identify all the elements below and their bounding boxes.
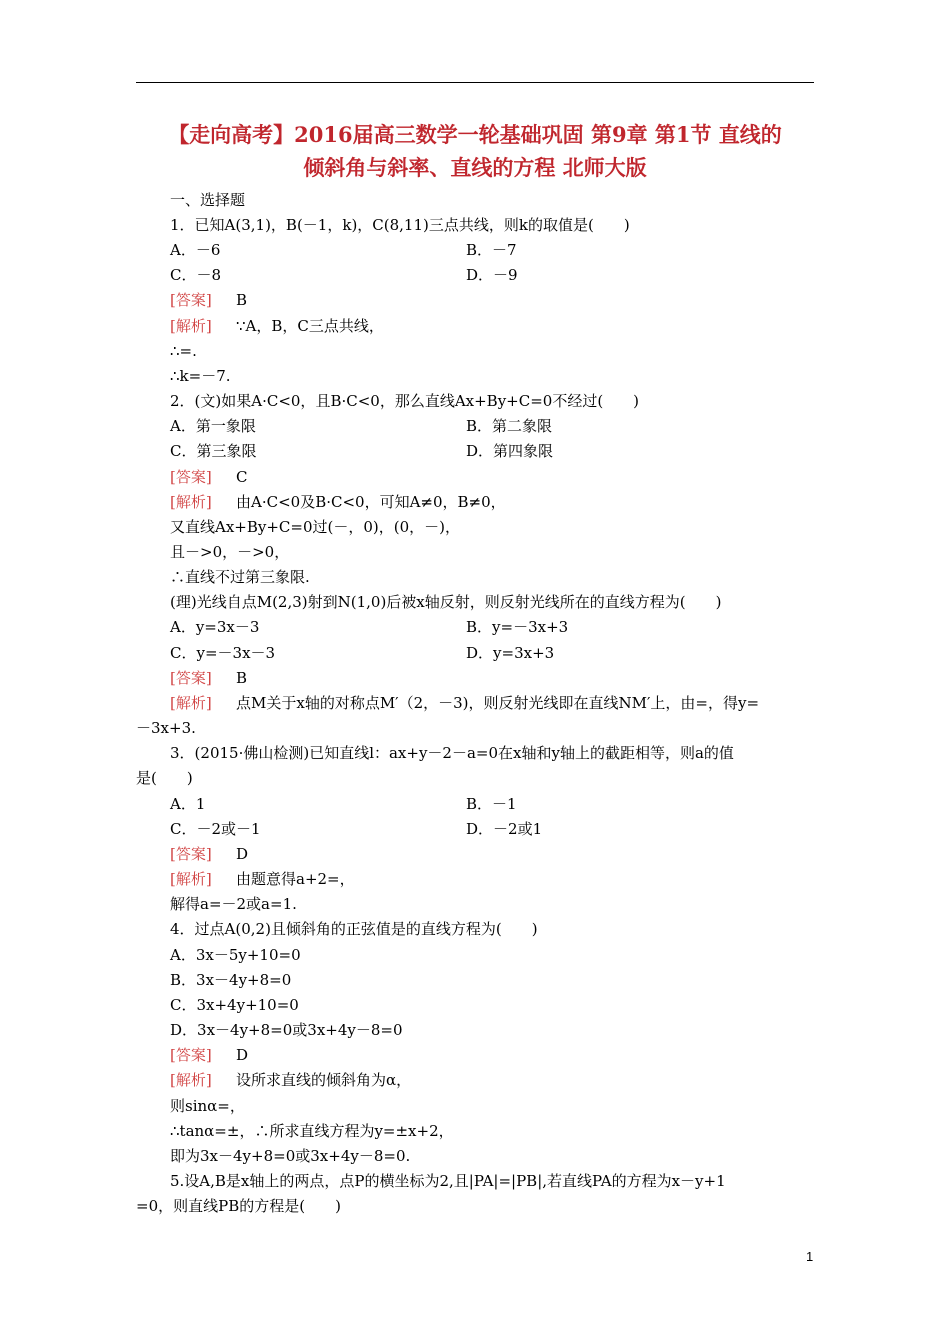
section-heading: 一、选择题 bbox=[170, 191, 246, 209]
analysis-tag: [解析] bbox=[170, 493, 212, 511]
option-c: C．3x+4y+10=0 bbox=[170, 996, 299, 1014]
option-d: D．－9 bbox=[466, 266, 518, 284]
analysis-tag: [解析] bbox=[170, 317, 212, 335]
answer-value: C bbox=[236, 468, 248, 486]
question-3: 3．(2015·佛山检测)已知直线l：ax+y－2－a=0在x轴和y轴上的截距相等，则a的值 bbox=[170, 744, 734, 762]
analysis-text: 即为3x－4y+8=0或3x+4y－8=0. bbox=[170, 1147, 411, 1165]
analysis-text: 且－>0，－>0， bbox=[170, 543, 290, 561]
answer-value: D bbox=[236, 1046, 249, 1064]
question-3: 是( ) bbox=[136, 769, 193, 787]
answer-tag: [答案] bbox=[170, 291, 212, 309]
analysis-tag: [解析] bbox=[170, 694, 212, 712]
analysis-text: 又直线Ax+By+C=0过(－，0)，(0，－)， bbox=[170, 518, 461, 536]
analysis-text: ∴=. bbox=[170, 342, 197, 360]
answer-tag: [答案] bbox=[170, 1046, 212, 1064]
answer-value: B bbox=[236, 669, 248, 687]
option-c: C．－8 bbox=[170, 266, 222, 284]
question-5: 5.设A,B是x轴上的两点，点P的横坐标为2,且|PA|=|PB|,若直线PA的方程为x－y+1 bbox=[170, 1172, 726, 1190]
document-title-line-1: 【走向高考】2016届高三数学一轮基础巩固 第9章 第1节 直线的 bbox=[168, 122, 782, 147]
option-c: C．－2或－1 bbox=[170, 820, 261, 838]
answer-tag: [答案] bbox=[170, 468, 212, 486]
analysis-text: ∴k=－7. bbox=[170, 367, 231, 385]
answer-value: B bbox=[236, 291, 248, 309]
analysis-tag: [解析] bbox=[170, 870, 212, 888]
answer-value: D bbox=[236, 845, 249, 863]
question-2: 2．(文)如果A·C<0，且B·C<0，那么直线Ax+By+C=0不经过( ) bbox=[170, 392, 640, 410]
option-a: A．3x－5y+10=0 bbox=[170, 946, 301, 964]
option-a: A．1 bbox=[170, 795, 206, 813]
analysis-text: ∵A，B，C三点共线， bbox=[236, 317, 384, 335]
option-a: A．第一象限 bbox=[170, 417, 256, 435]
analysis-text: 则sinα=， bbox=[170, 1097, 245, 1115]
option-a: A．y=3x－3 bbox=[170, 618, 260, 636]
option-c: C．第三象限 bbox=[170, 442, 257, 460]
analysis-tag: [解析] bbox=[170, 1071, 212, 1089]
header-rule bbox=[136, 82, 814, 83]
question-2-li: (理)光线自点M(2,3)射到N(1,0)后被x轴反射，则反射光线所在的直线方程为( ) bbox=[170, 593, 722, 611]
question-4: 4．过点A(0,2)且倾斜角的正弦值是的直线方程为( ) bbox=[170, 920, 538, 938]
option-b: B．第二象限 bbox=[466, 417, 553, 435]
option-a: A．－6 bbox=[170, 241, 221, 259]
analysis-text: 由A·C<0及B·C<0，可知A≠0，B≠0， bbox=[236, 493, 506, 511]
analysis-text: ∴tanα=±，∴所求直线方程为y=±x+2， bbox=[170, 1122, 454, 1140]
option-d: D．3x－4y+8=0或3x+4y－8=0 bbox=[170, 1021, 403, 1039]
option-d: D．y=3x+3 bbox=[466, 644, 555, 662]
question-5: =0，则直线PB的方程是( ) bbox=[136, 1197, 341, 1215]
analysis-text: 由题意得a+2=， bbox=[236, 870, 355, 888]
analysis-text: 解得a=－2或a=1. bbox=[170, 895, 297, 913]
analysis-text: 点M关于x轴的对称点M′（2，－3)，则反射光线即在直线NM′上，由=，得y= bbox=[236, 694, 760, 712]
analysis-text: －3x+3. bbox=[136, 719, 196, 737]
option-d: D．第四象限 bbox=[466, 442, 554, 460]
analysis-text: ∴直线不过第三象限. bbox=[170, 568, 310, 586]
analysis-text: 设所求直线的倾斜角为α， bbox=[236, 1071, 412, 1089]
option-b: B．－7 bbox=[466, 241, 517, 259]
option-c: C．y=－3x－3 bbox=[170, 644, 276, 662]
option-b: B．－1 bbox=[466, 795, 517, 813]
option-d: D．－2或1 bbox=[466, 820, 543, 838]
document-title-line-2: 倾斜角与斜率、直线的方程 北师大版 bbox=[303, 155, 647, 180]
page-number: 1 bbox=[806, 1249, 814, 1264]
answer-tag: [答案] bbox=[170, 845, 212, 863]
answer-tag: [答案] bbox=[170, 669, 212, 687]
option-b: B．3x－4y+8=0 bbox=[170, 971, 292, 989]
question-1: 1．已知A(3,1)，B(－1，k)，C(8,11)三点共线，则k的取值是( ) bbox=[170, 216, 630, 234]
option-b: B．y=－3x+3 bbox=[466, 618, 569, 636]
